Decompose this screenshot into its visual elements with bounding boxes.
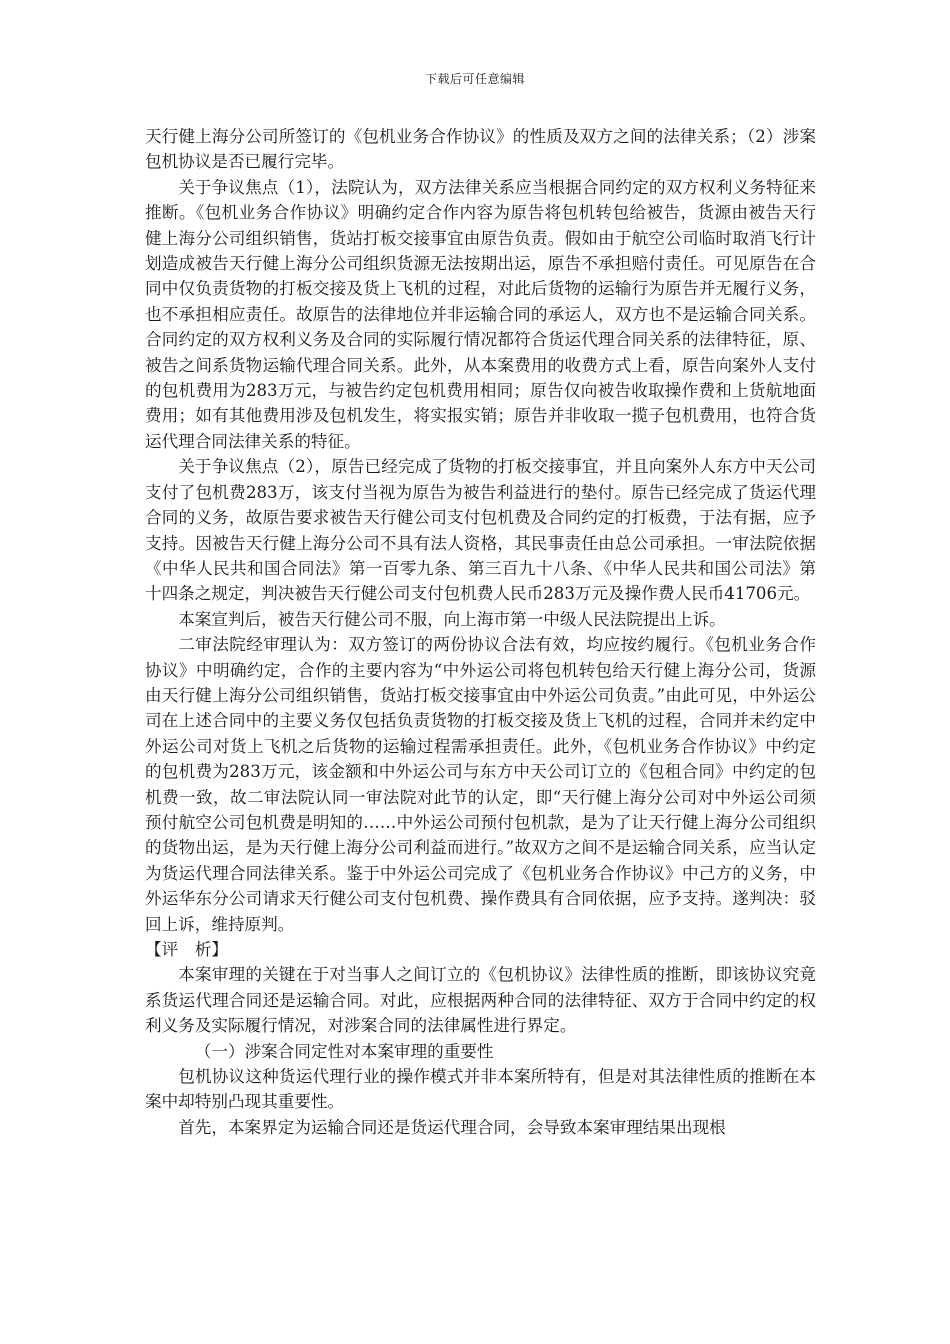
paragraph-2: 关于争议焦点（1），法院认为，双方法律关系应当根据合同约定的双方权利义务特征来推断。《包机业务合作协议》明确约定合作内容为原告将包机转包给被告，货源由被告天行健上海分公司组织销售，货站打板交接事宜由原告负责。假如由于航空公司临时取消飞行计划造成被告天行健上海分公司组织货源无法按期出运，原告不承担赔付责任。可见原告在合同中仅负责货物的打板交接及货上飞机的过程，对此后货物的运输行为原告并无履行义务，也不承担相应责任。故原告的法律地位并非运输合同的承运人，双方也不是运输合同关系。合同约定的双方权利义务及合同的实际履行情况都符合货运代理合同关系的法律特征，原、被告之间系货物运输代理合同关系。此外，从本案费用的收费方式上看，原告向案外人支付的包机费用为283万元，与被告约定包机费用相同；原告仅向被告收取操作费和上货航地面费用；如有其他费用涉及包机发生，将实报实销；原告并非收取一揽子包机费用，也符合货运代理合同法律关系的特征。 <box>145 177 816 451</box>
paragraph-7: 包机协议这种货运代理行业的操作模式并非本案所特有，但是对其法律性质的推断在本案中却特别凸现其重要性。 <box>145 1067 816 1112</box>
paragraph-1: 天行健上海分公司所签订的《包机业务合作协议》的性质及双方之间的法律关系；（2）涉案包机协议是否已履行完毕。 <box>145 127 816 172</box>
paragraph-3: 关于争议焦点（2），原告已经完成了货物的打板交接事宜，并且向案外人东方中天公司支付了包机费283万，该支付当视为原告为被告利益进行的垫付。原告已经完成了货运代理合同的义务，故原告要求被告天行健公司支付包机费及合同约定的打板费，于法有据，应予支持。因被告天行健上海分公司不具有法人资格，其民事责任由总公司承担。一审法院依据《中华人民共和国合同法》第一百零九条、第三百九十八条、《中华人民共和国公司法》第十四条之规定，判决被告天行健公司支付包机费人民币283万元及操作费人民币41706元。 <box>145 457 816 604</box>
paragraph-8: 首先，本案界定为运输合同还是货运代理合同，会导致本案审理结果出现根 <box>178 1117 726 1137</box>
paragraph-6: 本案审理的关键在于对当事人之间订立的《包机协议》法律性质的推断，即该协议究竟系货运代理合同还是运输合同。对此，应根据两种合同的法律特征、双方于合同中约定的权利义务及实际履行情况，对涉案合同的法律属性进行界定。 <box>145 965 816 1036</box>
subsection-heading-1: （一）涉案合同定性对本案审理的重要性 <box>194 1041 494 1061</box>
section-heading-analysis: 【评 析】 <box>145 940 228 959</box>
page-header: 下载后可任意编辑 <box>424 72 525 86</box>
paragraph-4: 本案宣判后，被告天行健公司不服，向上海市第一中级人民法院提出上诉。 <box>178 609 726 629</box>
paragraph-5: 二审法院经审理认为：双方签订的两份协议合法有效，均应按约履行。《包机业务合作协议》中明确约定，合作的主要内容为“中外运公司将包机转包给天行健上海分公司，货源由天行健上海分公司组织销售，货站打板交接事宜由中外运公司负责。”由此可见，中外运公司在上述合同中的主要义务仅包括负责货物的打板交接及货上飞机的过程，合同并未约定中外运公司对货上飞机之后货物的运输过程需承担责任。此外，《包机业务合作协议》中约定的包机费为283万元，该金额和中外运公司与东方中天公司订立的《包租合同》中约定的包机费一致，故二审法院认同一审法院对此节的认定，即“天行健上海分公司对中外运公司须预付航空公司包机费是明知的……中外运公司预付包机款，是为了让天行健上海分公司组织的货物出运，是为天行健上海分公司利益而进行。”故双方之间不是运输合同关系，应当认定为货运代理合同法律关系。鉴于中外运公司完成了《包机业务合作协议》中己方的义务，中外运华东分公司请求天行健公司支付包机费、操作费具有合同依据，应予支持。遂判决：驳回上诉，维持原判。 <box>145 635 816 934</box>
document-body <box>145 124 816 1140</box>
